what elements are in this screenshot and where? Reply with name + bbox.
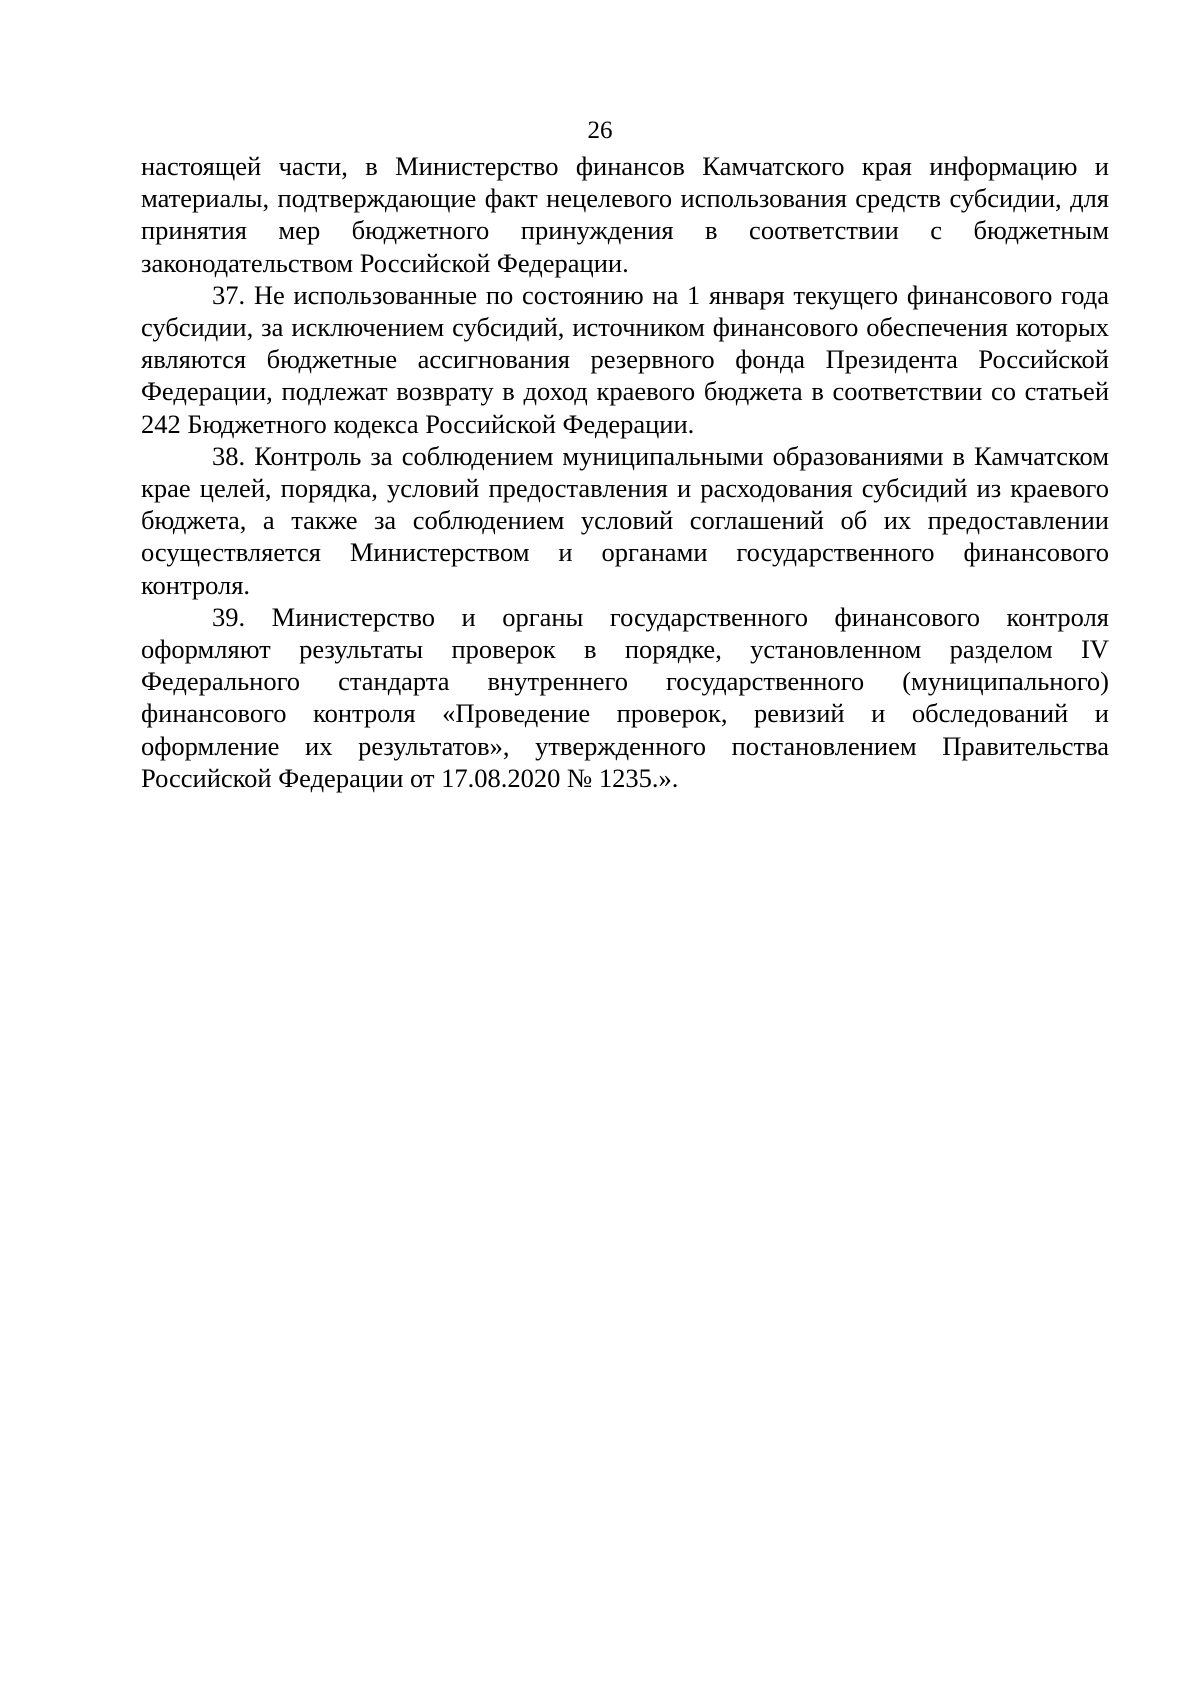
paragraph-39: 39. Министерство и органы государственного финансового контроля оформляют результаты проверок в порядке, установленном разделом IV Федерального стандарта внутреннего государственного (муниципального) финансового контроля «Проведение проверок, ревизий и обследований и оформление их результатов», утвержденного постановлением Правительства Российской Федерации от 17.08.2020 № 1235.». (141, 601, 1109, 793)
document-body (141, 150, 1109, 794)
paragraph-37: 37. Не использованные по состоянию на 1 января текущего финансового года субсидии, за исключением субсидий, источником финансового обеспечения которых являются бюджетные ассигнования резервного фонда Президента Российской Федерации, подлежат возврату в доход краевого бюджета в соответствии со статьей 242 Бюджетного кодекса Российской Федерации. (141, 279, 1109, 439)
paragraph-continuation: настоящей части, в Министерство финансов Камчатского края информацию и материалы, подтверждающие факт нецелевого использования средств субсидии, для принятия мер бюджетного принуждения в соответствии с бюджетным законодательством Российской Федерации. (141, 151, 1109, 278)
page-number: 26 (587, 117, 613, 144)
paragraph-38: 38. Контроль за соблюдением муниципальными образованиями в Камчатском крае целей, порядка, условий предоставления и расходования субсидий из краевого бюджета, а также за соблюдением условий соглашений об их предоставлении осуществляется Министерством и органами государственного финансового контроля. (141, 440, 1109, 600)
